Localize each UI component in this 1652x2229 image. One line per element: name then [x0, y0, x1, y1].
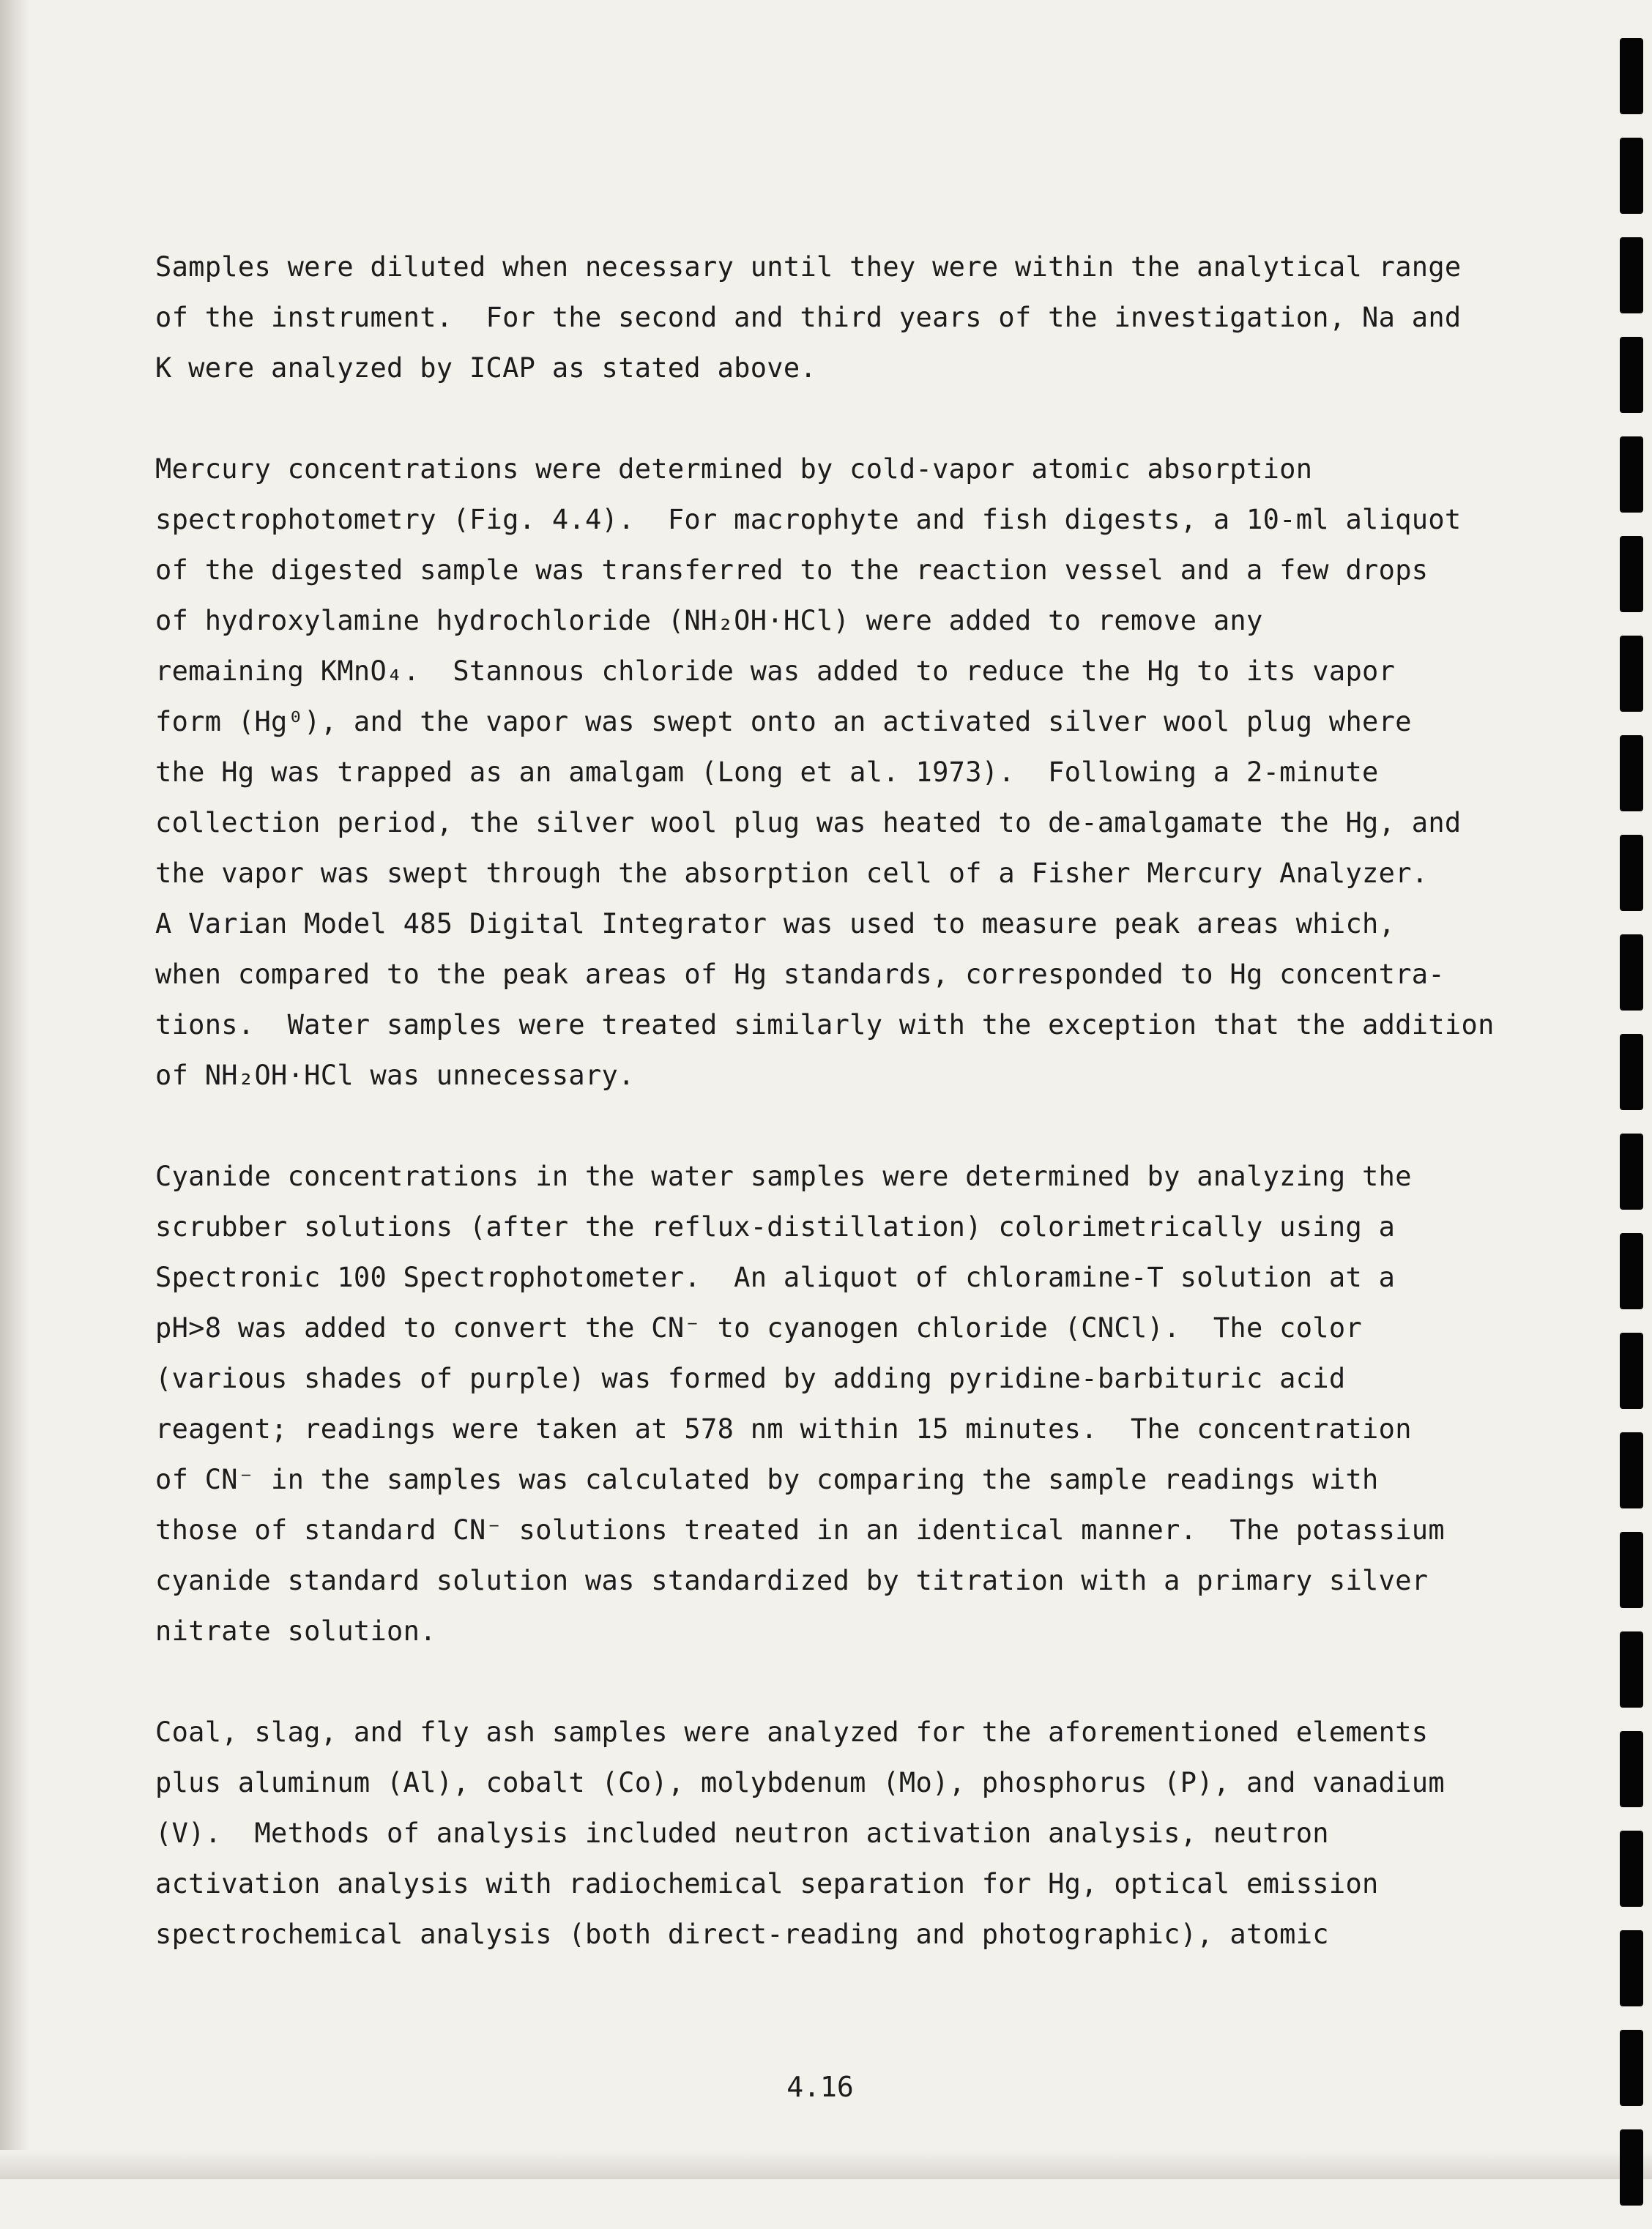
binding-mark — [1620, 38, 1643, 114]
binding-mark — [1620, 1034, 1643, 1110]
paragraph-coal-slag-fly-ash — [155, 1707, 1532, 1960]
text-line: collection period, the silver wool plug was heated to de-amalgamate the Hg, and — [155, 807, 1462, 838]
paragraph-dilution — [155, 242, 1532, 393]
paragraph-mercury — [155, 444, 1532, 1101]
text-line: Samples were diluted when necessary until they were within the analytical range — [155, 251, 1462, 283]
binding-marks — [1620, 38, 1646, 2229]
binding-mark — [1620, 735, 1643, 811]
text-line: of CN⁻ in the samples was calculated by comparing the sample readings with — [155, 1464, 1379, 1495]
text-line: activation analysis with radiochemical separation for Hg, optical emission — [155, 1868, 1379, 1899]
text-line: of the digested sample was transferred to the reaction vessel and a few drops — [155, 554, 1429, 586]
text-line: (V). Methods of analysis included neutron activation analysis, neutron — [155, 1817, 1329, 1849]
binding-mark — [1620, 1134, 1643, 1210]
text-line: of the instrument. For the second and third years of the investigation, Na and — [155, 302, 1462, 333]
text-line: of NH₂OH·HCl was unnecessary. — [155, 1060, 635, 1091]
binding-mark — [1620, 536, 1643, 612]
text-line: of hydroxylamine hydrochloride (NH₂OH·HCl) were added to remove any — [155, 605, 1263, 636]
binding-mark — [1620, 835, 1643, 911]
page-number: 4.16 — [786, 2071, 854, 2103]
paragraph-cyanide — [155, 1151, 1532, 1656]
text-line: K were analyzed by ICAP as stated above. — [155, 352, 817, 384]
scan-shadow-left — [0, 0, 29, 2179]
text-line: spectrophotometry (Fig. 4.4). For macrophyte and fish digests, a 10-ml aliquot — [155, 504, 1462, 535]
binding-mark — [1620, 337, 1643, 413]
text-line: A Varian Model 485 Digital Integrator was used to measure peak areas which, — [155, 908, 1396, 939]
binding-mark — [1620, 138, 1643, 214]
text-line: the vapor was swept through the absorption cell of a Fisher Mercury Analyzer. — [155, 857, 1429, 889]
body-text — [155, 242, 1532, 2010]
text-line: the Hg was trapped as an amalgam (Long et al. 1973). Following a 2-minute — [155, 756, 1379, 788]
scan-shadow-bottom — [0, 2150, 1652, 2179]
binding-mark — [1620, 436, 1643, 513]
binding-mark — [1620, 934, 1643, 1011]
text-line: Coal, slag, and fly ash samples were analyzed for the aforementioned elements — [155, 1716, 1429, 1748]
binding-mark — [1620, 1631, 1643, 1708]
binding-mark — [1620, 1831, 1643, 1907]
binding-mark — [1620, 1930, 1643, 2006]
binding-mark — [1620, 2030, 1643, 2106]
text-line: scrubber solutions (after the reflux-distillation) colorimetrically using a — [155, 1211, 1396, 1243]
binding-mark — [1620, 1532, 1643, 1608]
text-line: nitrate solution. — [155, 1615, 436, 1647]
text-line: spectrochemical analysis (both direct-reading and photographic), atomic — [155, 1919, 1329, 1950]
binding-mark — [1620, 2129, 1643, 2206]
text-line: Mercury concentrations were determined by cold-vapor atomic absorption — [155, 453, 1313, 485]
text-line: tions. Water samples were treated similarly with the exception that the addition — [155, 1009, 1495, 1041]
text-line: remaining KMnO₄. Stannous chloride was added to reduce the Hg to its vapor — [155, 655, 1396, 687]
text-line: (various shades of purple) was formed by adding pyridine-barbituric acid — [155, 1363, 1346, 1394]
text-line: Spectronic 100 Spectrophotometer. An aliquot of chloramine-T solution at a — [155, 1262, 1396, 1293]
binding-mark — [1620, 1432, 1643, 1508]
binding-mark — [1620, 1333, 1643, 1409]
text-line: pH>8 was added to convert the CN⁻ to cyanogen chloride (CNCl). The color — [155, 1312, 1363, 1344]
text-line: plus aluminum (Al), cobalt (Co), molybdenum (Mo), phosphorus (P), and vanadium — [155, 1767, 1445, 1798]
binding-mark — [1620, 636, 1643, 712]
binding-mark — [1620, 237, 1643, 313]
text-line: cyanide standard solution was standardized by titration with a primary silver — [155, 1565, 1429, 1596]
text-line: when compared to the peak areas of Hg standards, corresponded to Hg concentra- — [155, 959, 1445, 990]
text-line: reagent; readings were taken at 578 nm within 15 minutes. The concentration — [155, 1413, 1412, 1445]
text-line: form (Hg⁰), and the vapor was swept onto an activated silver wool plug where — [155, 706, 1412, 737]
text-line: Cyanide concentrations in the water samples were determined by analyzing the — [155, 1161, 1412, 1192]
text-line: those of standard CN⁻ solutions treated in an identical manner. The potassium — [155, 1514, 1445, 1546]
binding-mark — [1620, 1233, 1643, 1309]
binding-mark — [1620, 1731, 1643, 1807]
